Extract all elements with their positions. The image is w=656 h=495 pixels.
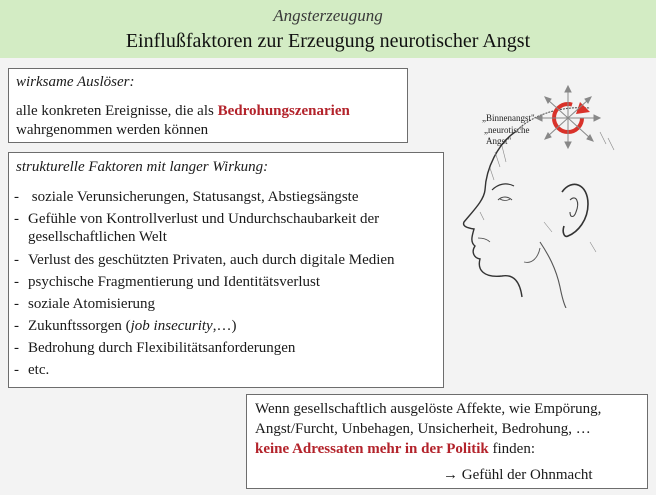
list-item: - Verlust des geschützten Privaten, auch durch digitale Medien bbox=[14, 252, 395, 268]
list-item: - soziale Atomisierung bbox=[14, 296, 156, 312]
figure-label-3: Angst" bbox=[486, 136, 512, 146]
list-item: - Bedrohung durch Flexibilitätsanforderungen bbox=[14, 340, 296, 356]
list-item-text: etc. bbox=[28, 362, 50, 378]
triggers-line-2: wahrgenommen werden können bbox=[16, 122, 209, 138]
conclusion-result-text: Gefühl der Ohnmacht bbox=[461, 467, 593, 483]
conclusion-line-3-suffix: finden: bbox=[488, 441, 536, 457]
structural-heading: strukturelle Faktoren mit langer Wirkung: bbox=[16, 159, 269, 175]
slide-header bbox=[0, 0, 656, 58]
slide-subtitle: Angsterzeugung bbox=[273, 6, 383, 25]
list-item: - Gefühle von Kontrollverlust und Undurchschaubarkeit der bbox=[14, 211, 380, 227]
list-item-text: gesellschaftlichen Welt bbox=[28, 229, 167, 245]
structural-factors-box bbox=[8, 152, 444, 388]
triggers-line-1 bbox=[16, 103, 350, 120]
list-item-text: Verlust des geschützten Privaten, auch durch digitale Medien bbox=[28, 252, 395, 268]
conclusion-line-3 bbox=[255, 441, 535, 458]
list-item: - soziale Verunsicherungen, Statusangst, Abstiegsängste bbox=[14, 189, 359, 205]
head-profile-icon bbox=[440, 72, 652, 308]
list-item-text: soziale Verunsicherungen, Statusangst, Abstiegsängste bbox=[28, 189, 359, 205]
figure-label-2: „neurotische bbox=[484, 125, 530, 135]
list-item-text: Bedrohung durch Flexibilitätsanforderungen bbox=[28, 340, 296, 356]
figure-label-1: „Binnenangst" bbox=[482, 113, 535, 123]
conclusion-line-2: Angst/Furcht, Unbehagen, Unsicherheit, Bedrohung, … bbox=[255, 421, 591, 437]
list-item-suffix: ,…) bbox=[212, 318, 237, 334]
list-item: - etc. bbox=[14, 362, 50, 378]
conclusion-highlight: keine Adressaten mehr in der Politik bbox=[255, 441, 489, 457]
list-item-text: Zukunftssorgen ( bbox=[28, 318, 131, 334]
triggers-line-1-text: alle konkreten Ereignisse, die als bbox=[16, 103, 218, 119]
triggers-heading: wirksame Auslöser: bbox=[16, 74, 135, 90]
anxiety-swirl-icon bbox=[536, 86, 600, 148]
arrow-right-icon: → bbox=[443, 467, 458, 483]
list-item: - psychische Fragmentierung und Identitätsverlust bbox=[14, 274, 321, 290]
slide-title: Einflußfaktoren zur Erzeugung neurotischer Angst bbox=[125, 30, 531, 52]
conclusion-box bbox=[246, 394, 648, 489]
conclusion-line-1: Wenn gesellschaftlich ausgelöste Affekte, wie Empörung, bbox=[255, 401, 602, 417]
triggers-box bbox=[8, 68, 408, 143]
triggers-highlight: Bedrohungszenarien bbox=[217, 103, 350, 119]
list-item: - Zukunftssorgen (job insecurity,…) bbox=[14, 318, 237, 334]
list-item-text: soziale Atomisierung bbox=[28, 296, 156, 312]
head-profile-figure bbox=[440, 72, 652, 308]
list-item-italic: job insecurity bbox=[130, 318, 213, 334]
list-item-text: psychische Fragmentierung und Identitätsverlust bbox=[28, 274, 321, 290]
conclusion-result bbox=[443, 467, 593, 484]
list-item-text: Gefühle von Kontrollverlust und Undurchschaubarkeit der bbox=[28, 211, 380, 227]
list-item-continuation bbox=[28, 229, 167, 246]
